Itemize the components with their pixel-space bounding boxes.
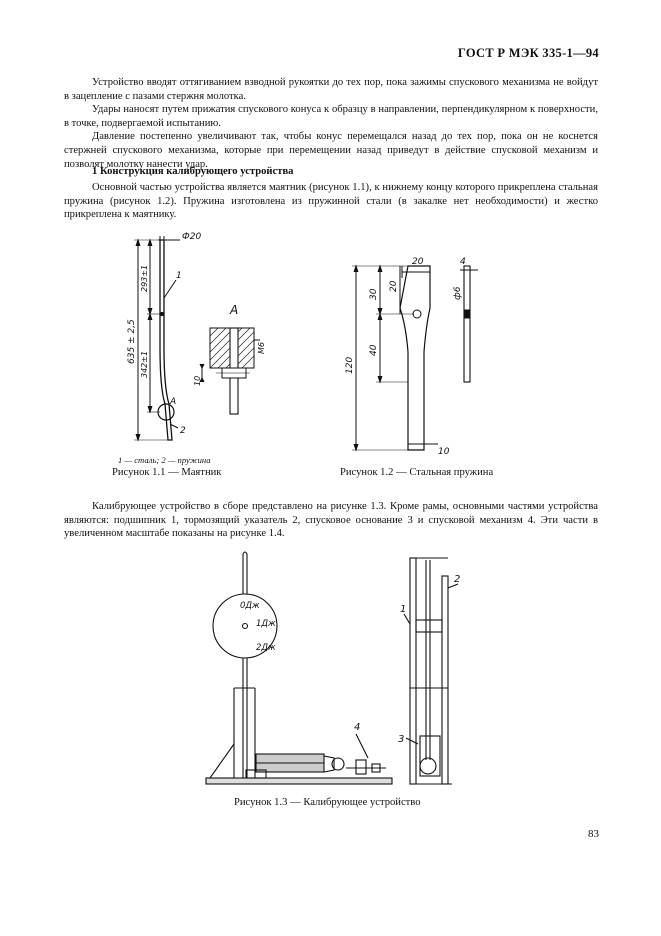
figure-legend: 1 — сталь; 2 — пружина [118, 455, 211, 465]
figure-calibration-device [196, 548, 476, 788]
dim-thickness-4: 4 [460, 257, 466, 267]
paragraph: Калибрующее устройство в сборе представлено на рисунке 1.3. Кроме рамы, основными частями устройства являются: подшипник 1, тормозящий указатель 2, спусковое основание 3 и спусковой механизм 4. Эти части в увеличенном масштабе показаны на рисунке 1.4. [64, 501, 598, 540]
callout-4: 4 [354, 722, 361, 733]
figure-caption-1-3: Рисунок 1.3 — Калибрующее устройство [234, 797, 421, 808]
callout-2: 2 [454, 574, 461, 585]
callout-1: 1 [400, 604, 407, 615]
dial-mark-2: 2Дж [256, 643, 276, 653]
dim-120: 120 [345, 356, 355, 374]
section-heading: 1 Конструкция калибрующего устройства [92, 166, 294, 177]
thread-m6: M6 [257, 342, 266, 354]
figure-spring [338, 256, 498, 456]
paragraph: Давление постепенно увеличивают так, чтобы конус перемещался назад до тех пор, пока он не коснется стержней спускового механизма, которые при перемещении назад приведут в действие спусковой механизм и позволят молотку нанести удар. [64, 131, 598, 170]
figure-caption-1-2: Рисунок 1.2 — Стальная пружина [340, 467, 494, 478]
dim-upper: 293±1 [140, 264, 149, 292]
figure-pendulum [120, 228, 300, 456]
callout-1: 1 [176, 271, 182, 281]
dim-10: 10 [438, 447, 450, 457]
dim-phi6: ф6 [453, 286, 463, 300]
dim-30: 30 [369, 288, 379, 300]
page-number: 83 [588, 828, 599, 840]
dim-40: 40 [369, 344, 379, 356]
paragraph: Основной частью устройства является маятник (рисунок 1.1), к нижнему концу которого прикреплена стальная пружина (рисунок 1.2). Пружина изготовлена из пружинной стали (в закалке нет необходимости) и жестко прикреплена к маятнику. [64, 182, 598, 221]
callout-2: 2 [180, 426, 186, 436]
dim-width-20: 20 [412, 257, 424, 267]
view-mark-a: A [170, 397, 177, 407]
dim-diameter: Ф20 [182, 232, 202, 242]
paragraph: Устройство вводят оттягиванием взводной рукоятки до тех пор, пока зажимы спускового механизма не войдут в зацепление с пазами стержня молотка. [64, 77, 598, 102]
callout-3: 3 [398, 734, 405, 745]
dial-mark-1: 1Дж [256, 619, 276, 629]
dial-mark-0: 0Дж [240, 601, 260, 611]
view-label-a: A [230, 303, 239, 317]
intro-text [64, 76, 598, 171]
figure-caption-1-1: Рисунок 1.1 — Маятник [112, 467, 222, 478]
dim-total: 635 ± 2,5 [127, 319, 137, 364]
assembly-text [64, 500, 598, 541]
running-header: ГОСТ Р МЭК 335-1—94 [457, 46, 599, 60]
dim-20: 20 [389, 280, 399, 292]
dim-10: 10 [193, 375, 202, 386]
section-text [64, 181, 598, 222]
dim-lower: 342±1 [140, 350, 149, 378]
paragraph: Удары наносят путем прижатия спускового конуса к образцу в направлении, перпендикулярном к поверхности, в точке, подвергаемой испытанию. [64, 104, 598, 129]
